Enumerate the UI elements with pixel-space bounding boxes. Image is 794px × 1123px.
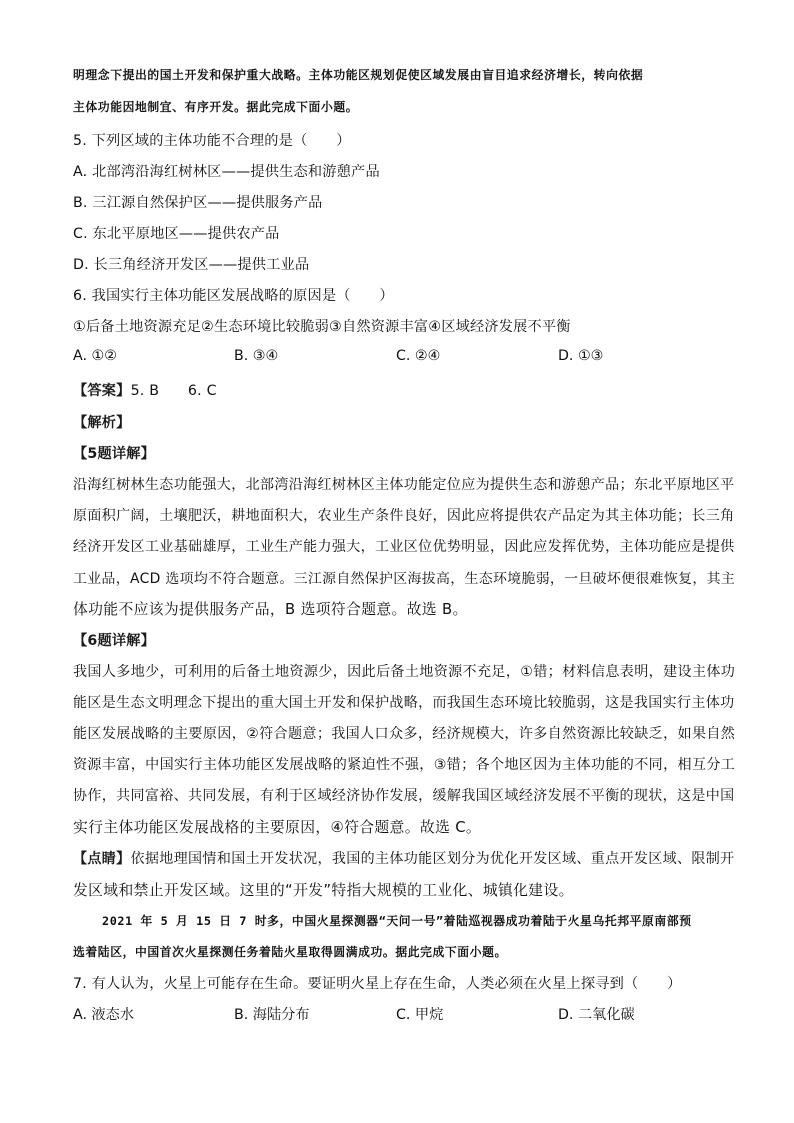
question-6-option-a: A. ①② — [73, 348, 117, 364]
mars-intro-line-1: 2021 年 5 月 15 日 7 时多，中国火星探测器“天问一号”着陆巡视器成功着陆于火星乌托邦平原南部预 — [102, 914, 692, 928]
intro-line-1: 明理念下提出的国土开发和保护重大战略。主体功能区规划促使区域发展由盲目追求经济增长，转向依据 — [73, 68, 644, 82]
analysis-label: 【解析】 — [73, 415, 131, 431]
mars-intro-line-2: 选着陆区，中国首次火星探测任务着陆火星取得圆满成功。据此完成下面小题。 — [73, 945, 507, 959]
intro-line-2: 主体功能因地制宜、有序开发。据此完成下面小题。 — [73, 100, 359, 114]
detail-5-line-1: 沿海红树林生态功能强大，北部湾沿海红树林区主体功能定位应为提供生态和游憩产品；东北平原地区平 — [73, 477, 735, 493]
detail-5-label: 【5题详解】 — [73, 446, 156, 462]
detail-6-label: 【6题详解】 — [73, 633, 156, 649]
question-7-option-c: C. 甲烷 — [396, 1007, 444, 1023]
answer-text: 5. B 6. C — [130, 383, 217, 399]
detail-5-line-4: 工业品，ACD 选项均不符合题意。三江源自然保护区海拔高，生态环境脆弱，一旦破坏便很难恢复，其主 — [73, 571, 736, 587]
question-6-stem: 6. 我国实行主体功能区发展战略的原因是（ ） — [73, 288, 394, 304]
detail-6-line-3: 能区发展战略的主要原因，②符合题意；我国人口众多，经济规模大，许多自然资源比较缺乏，如果自然 — [73, 726, 736, 742]
tips-text-1: 依据地理国情和国土开发状况，我国的主体功能区划分为优化开发区域、重点开发区域、限制开 — [130, 851, 735, 867]
question-7-stem: 7. 有人认为，火星上可能存在生命。要证明火星上存在生命，人类必须在火星上探寻到（ ） — [73, 976, 682, 992]
tips-line-2: 发区域和禁止开发区域。这里的“开发”特指大规模的工业化、城镇化建设。 — [73, 882, 574, 899]
detail-6-line-6: 实行主体功能区发展战格的主要原因，④符合题意。故选 C。 — [73, 819, 482, 836]
detail-5-line-2: 原面积广阔，土壤肥沃，耕地面积大，农业生产条件良好，因此应将提供农产品定为其主体功能；长三角 — [73, 508, 735, 524]
question-6-option-b: B. ③④ — [234, 348, 279, 364]
detail-6-line-5: 协作，共同富裕、共同发展，有利于区域经济协作发展，缓解我国区域经济发展不平衡的现状，这是中国 — [73, 788, 735, 804]
detail-6-line-4: 资源丰富，中国实行主体功能区发展战略的紧迫性不强，③错；各个地区因为主体功能的不同，相互分工 — [73, 757, 736, 773]
question-5-stem: 5. 下列区域的主体功能不合理的是（ ） — [73, 133, 351, 149]
question-6-option-d: D. ①③ — [558, 348, 604, 364]
detail-6-line-1: 我国人多地少，可利用的后备土地资源少，因此后备土地资源不充足，①错；材料信息表明，建设主体功 — [73, 664, 736, 680]
detail-5-line-5: 体功能不应该为提供服务产品，B 选项符合题意。故选 B。 — [73, 601, 468, 618]
detail-5-line-3: 经济开发区工业基础雄厚，工业生产能力强大，工业区位优势明显，因此应发挥优势，主体功能应是提供 — [73, 539, 735, 555]
question-6-statements: ①后备土地资源充足②生态环境比较脆弱③自然资源丰富④区域经济发展不平衡 — [73, 319, 571, 335]
question-5-option-d: D. 长三角经济开发区——提供工业品 — [73, 257, 310, 273]
tips-label: 【点睛】 — [73, 851, 131, 867]
answer-label: 【答案】 — [73, 383, 131, 399]
tips-line-1 — [73, 848, 735, 868]
question-7-option-d: D. 二氧化碳 — [558, 1007, 635, 1023]
question-5-option-c: C. 东北平原地区——提供农产品 — [73, 226, 280, 242]
question-7-option-b: B. 海陆分布 — [234, 1007, 310, 1023]
answer-line — [73, 380, 217, 400]
question-5-option-a: A. 北部湾沿海红树林区——提供生态和游憩产品 — [73, 164, 380, 180]
question-7-option-a: A. 液态水 — [73, 1007, 135, 1023]
question-6-option-c: C. ②④ — [396, 348, 441, 364]
detail-6-line-2: 能区是生态文明理念下提出的重大国土开发和保护战略，而我国生态环境比较脆弱，这是我国实行主体功 — [73, 695, 735, 711]
question-5-option-b: B. 三江源自然保护区——提供服务产品 — [73, 195, 323, 211]
